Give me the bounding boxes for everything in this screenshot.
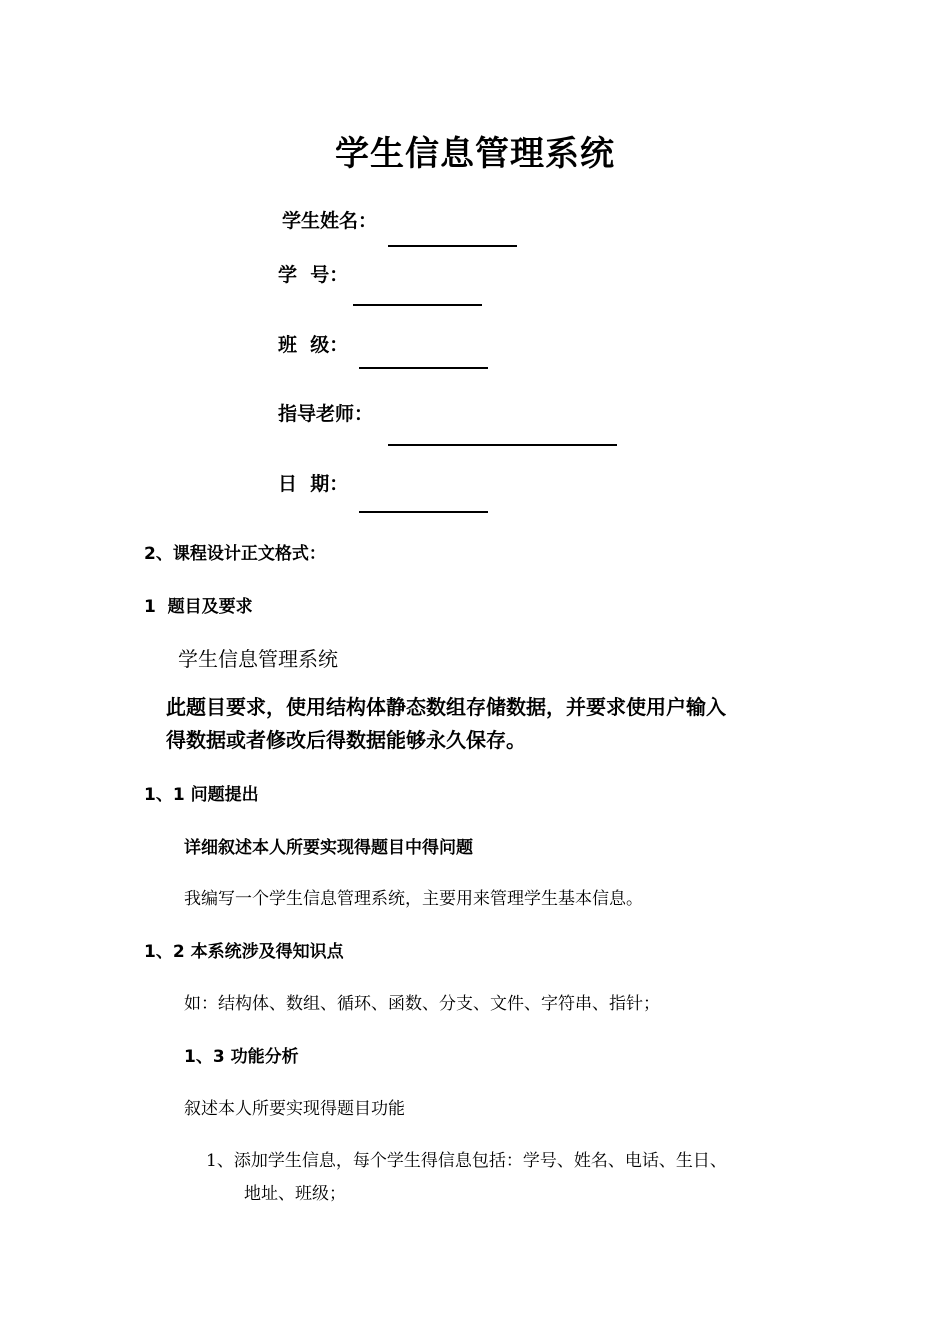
section-1-1-subheading: 详细叙述本人所要实现得题目中得问题 <box>184 838 473 858</box>
requirement-line-1: 此题目要求，使用结构体静态数组存储数据，并要求使用户输入 <box>166 695 726 719</box>
requirement-line-2: 得数据或者修改后得数据能够永久保存。 <box>166 728 526 752</box>
class-label: 班 级： <box>278 334 349 356</box>
student-name-blank-line <box>388 245 517 247</box>
date-blank-line <box>359 511 488 513</box>
section-1-1-heading: 1、1 问题提出 <box>144 785 259 805</box>
section-1-heading: 1 题目及要求 <box>144 597 253 617</box>
advisor-label: 指导老师： <box>278 403 374 425</box>
class-blank-line <box>359 367 488 369</box>
section-1-1-text: 我编写一个学生信息管理系统，主要用来管理学生基本信息。 <box>184 889 643 909</box>
section-1-2-heading: 1、2 本系统涉及得知识点 <box>144 942 344 962</box>
section-1-3-heading: 1、3 功能分析 <box>184 1047 299 1067</box>
function-item-1-line-1: 1、添加学生信息，每个学生得信息包括：学号、姓名、电话、生日、 <box>206 1151 727 1171</box>
section-1-subtitle: 学生信息管理系统 <box>178 647 338 671</box>
student-id-label: 学 号： <box>278 264 349 286</box>
section-1-3-text: 叙述本人所要实现得题目功能 <box>184 1099 405 1119</box>
document-title: 学生信息管理系统 <box>335 134 615 174</box>
advisor-blank-line <box>388 444 617 446</box>
student-id-blank-line <box>353 304 482 306</box>
format-heading: 2、课程设计正文格式： <box>144 544 326 564</box>
student-name-label: 学生姓名： <box>282 210 378 232</box>
function-item-1-line-2: 地址、班级； <box>244 1184 346 1204</box>
date-label: 日 期： <box>278 473 349 495</box>
section-1-2-text: 如：结构体、数组、循环、函数、分支、文件、字符串、指针； <box>184 994 660 1014</box>
